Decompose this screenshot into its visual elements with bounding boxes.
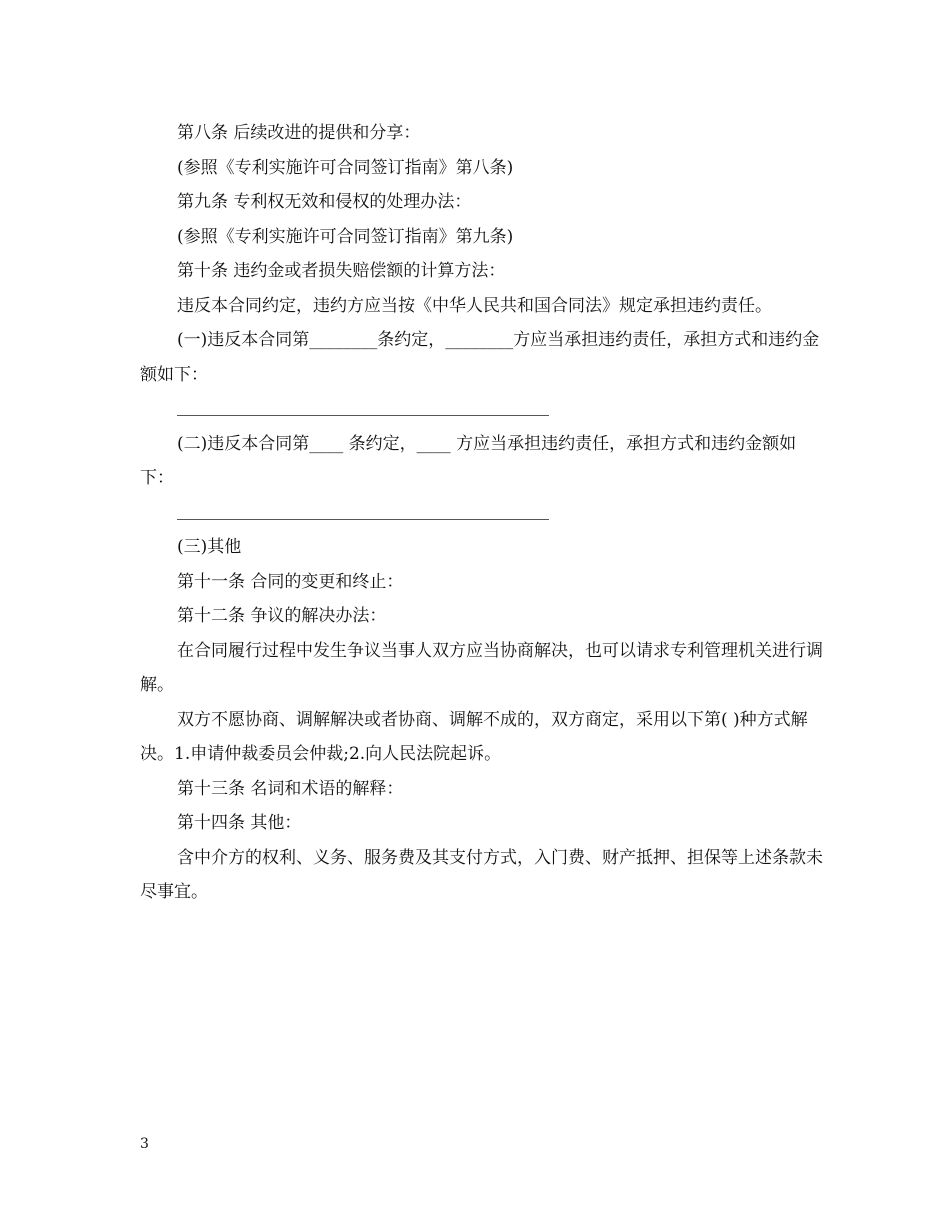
article-14-content: 含中介方的权利、义务、服务费及其支付方式，入门费、财产抵押、担保等上述条款未尽事宜。 [140, 847, 823, 902]
article-14-heading: 第十四条 其他： [177, 813, 302, 833]
article-10-item-1: (一)违反本合同第________条约定，________方应当承担违约责任，承担方式和违约金额如下： [140, 330, 820, 385]
fill-in-line [177, 496, 549, 531]
page-number: 3 [140, 1136, 149, 1152]
article-12-heading: 第十二条 争议的解决办法： [177, 606, 387, 626]
article-9-heading: 第九条 专利权无效和侵权的处理办法： [177, 192, 472, 212]
article-10-item-3: (三)其他 [177, 537, 242, 557]
article-12-mediation-clause: 在合同履行过程中发生争议当事人双方应当协商解决，也可以请求专利管理机关进行调解。 [140, 640, 823, 695]
article-11-heading: 第十一条 合同的变更和终止： [177, 571, 404, 592]
article-10-general-clause: 违反本合同约定，违约方应当按《中华人民共和国合同法》规定承担违约责任。 [177, 295, 772, 316]
article-9-reference: (参照《专利实施许可合同签订指南》第九条) [177, 226, 514, 247]
article-10-item-2: (二)违反本合同第____ 条约定，____ 方应当承担违约责任，承担方式和违约金额如下： [140, 433, 797, 488]
document-body [140, 116, 830, 910]
article-10-heading: 第十条 违约金或者损失赔偿额的计算方法： [177, 261, 506, 281]
article-8-heading: 第八条 后续改进的提供和分享： [177, 123, 421, 143]
fill-in-line [177, 392, 549, 427]
article-8-reference: (参照《专利实施许可合同签订指南》第八条) [177, 157, 514, 178]
article-13-heading: 第十三条 名词和术语的解释： [177, 778, 404, 799]
article-12-resolution-clause: 双方不愿协商、调解解决或者协商、调解不成的，双方商定，采用以下第( )种方式解决。1.申请仲裁委员会仲裁;2.向人民法院起诉。 [140, 709, 808, 764]
